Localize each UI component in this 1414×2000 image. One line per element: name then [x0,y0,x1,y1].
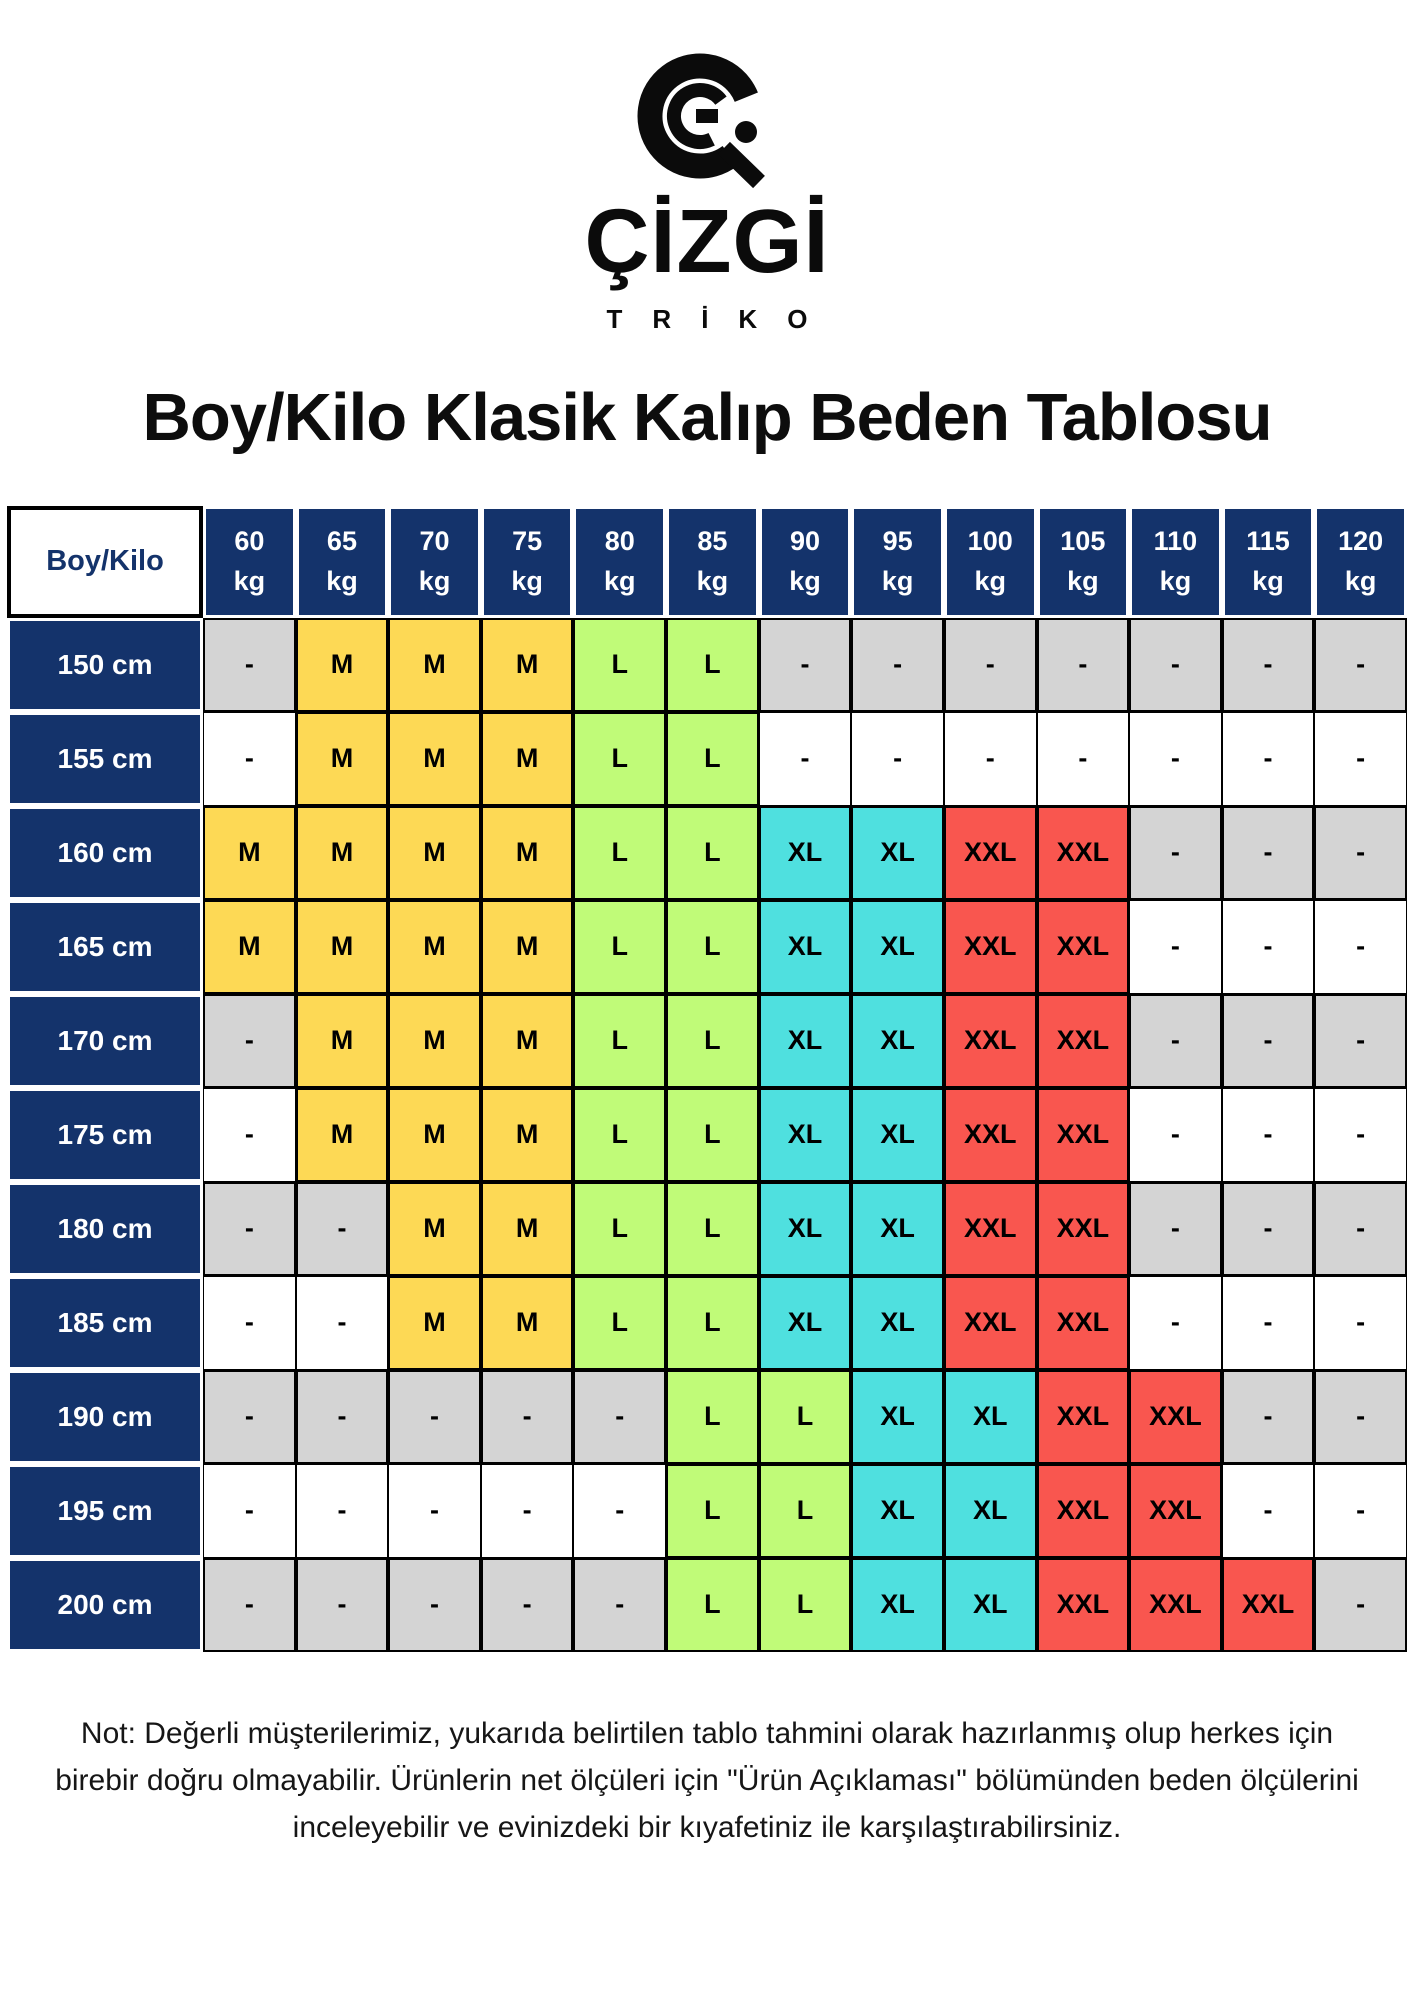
size-cell-empty: - [1129,1182,1222,1276]
size-cell: XL [851,1464,944,1558]
size-cell: L [573,1276,666,1370]
size-cell-empty: - [1222,1276,1315,1370]
size-cell: M [296,712,389,806]
size-cell-empty: - [203,618,296,712]
size-cell: XXL [1037,1276,1130,1370]
size-cell: L [573,900,666,994]
size-cell-empty: - [1314,1182,1407,1276]
table-row-200cm [7,1558,1407,1652]
size-cell: M [481,900,574,994]
size-cell-empty: - [203,1276,296,1370]
height-label: 195 cm [7,1464,203,1558]
table-row-180cm [7,1182,1407,1276]
size-cell-empty: - [203,1370,296,1464]
height-label: 185 cm [7,1276,203,1370]
size-cell: M [481,994,574,1088]
size-cell-empty: - [1037,712,1130,806]
size-cell: L [666,618,759,712]
size-cell: XL [944,1558,1037,1652]
size-cell: M [481,806,574,900]
size-cell: M [296,900,389,994]
size-cell: XL [851,900,944,994]
table-row-195cm [7,1464,1407,1558]
size-cell-empty: - [1129,806,1222,900]
size-cell: XXL [1037,1370,1130,1464]
size-cell-empty: - [296,1276,389,1370]
size-cell: M [481,1182,574,1276]
size-cell: XL [944,1464,1037,1558]
size-cell: M [481,1276,574,1370]
size-cell-empty: - [759,618,852,712]
size-cell: XL [759,900,852,994]
size-cell-empty: - [296,1370,389,1464]
table-row-175cm [7,1088,1407,1182]
size-cell-empty: - [203,1558,296,1652]
size-cell-empty: - [1314,1558,1407,1652]
height-label: 200 cm [7,1558,203,1652]
size-cell-empty: - [573,1464,666,1558]
size-cell-empty: - [1222,712,1315,806]
size-cell-empty: - [388,1558,481,1652]
size-cell: L [666,1464,759,1558]
size-cell: L [666,1088,759,1182]
table-row-165cm [7,900,1407,994]
table-row-155cm [7,712,1407,806]
table-row-150cm [7,618,1407,712]
table-row-185cm [7,1276,1407,1370]
size-cell: L [759,1464,852,1558]
size-cell-empty: - [1222,1464,1315,1558]
size-cell: XXL [944,900,1037,994]
size-cell-empty: - [1129,712,1222,806]
size-cell-empty: - [1314,1276,1407,1370]
size-cell: M [388,1182,481,1276]
size-cell: XXL [944,994,1037,1088]
size-cell: XL [851,1088,944,1182]
size-cell: XXL [1037,1558,1130,1652]
size-cell-empty: - [1314,712,1407,806]
size-cell: M [388,1088,481,1182]
size-cell-empty: - [1314,1464,1407,1558]
size-cell: M [388,618,481,712]
size-cell: L [573,1182,666,1276]
size-cell-empty: - [944,618,1037,712]
size-cell: M [481,618,574,712]
size-cell: XL [759,806,852,900]
size-cell: XXL [1037,1088,1130,1182]
size-cell-empty: - [1037,618,1130,712]
size-cell: M [203,806,296,900]
size-cell: L [573,712,666,806]
size-cell-empty: - [1222,1370,1315,1464]
size-cell-empty: - [1222,806,1315,900]
size-cell-empty: - [1314,618,1407,712]
size-cell-empty: - [1222,1182,1315,1276]
size-cell: XXL [1222,1558,1315,1652]
size-cell: XXL [1037,806,1130,900]
size-cell: M [388,900,481,994]
height-label: 155 cm [7,712,203,806]
size-cell: XXL [1037,900,1130,994]
size-cell: XL [759,994,852,1088]
size-cell-empty: - [1222,900,1315,994]
size-cell: XXL [944,1276,1037,1370]
size-cell-empty: - [1314,900,1407,994]
size-cell: M [296,1088,389,1182]
size-cell: L [759,1370,852,1464]
size-cell: L [666,1182,759,1276]
weight-header-120kg: 120 kg [1314,506,1407,618]
size-cell: XXL [944,806,1037,900]
size-cell-empty: - [1129,618,1222,712]
size-table [7,506,1407,1652]
size-cell-empty: - [296,1558,389,1652]
height-label: 180 cm [7,1182,203,1276]
height-label: 165 cm [7,900,203,994]
size-cell-empty: - [1314,1370,1407,1464]
weight-header-70kg: 70 kg [388,506,481,618]
size-cell-empty: - [1314,994,1407,1088]
size-cell-empty: - [1129,1276,1222,1370]
size-cell: L [666,806,759,900]
weight-header-90kg: 90 kg [759,506,852,618]
size-cell: L [573,806,666,900]
weight-header-105kg: 105 kg [1037,506,1130,618]
table-row-190cm [7,1370,1407,1464]
size-cell-empty: - [1129,994,1222,1088]
size-cell-empty: - [203,1088,296,1182]
size-cell-empty: - [296,1182,389,1276]
size-cell-empty: - [296,1464,389,1558]
weight-header-100kg: 100 kg [944,506,1037,618]
size-cell: XXL [1129,1558,1222,1652]
corner-header-boy-kilo: Boy/Kilo [7,506,203,618]
size-cell: L [573,618,666,712]
weight-header-75kg: 75 kg [481,506,574,618]
size-cell: XXL [944,1088,1037,1182]
size-cell: M [388,712,481,806]
size-cell-empty: - [203,1182,296,1276]
size-cell-empty: - [944,712,1037,806]
size-cell-empty: - [759,712,852,806]
weight-header-80kg: 80 kg [573,506,666,618]
brand-subname: TRİKO [606,303,838,334]
size-cell: XL [851,1558,944,1652]
size-cell: M [481,1088,574,1182]
size-cell-empty: - [481,1558,574,1652]
size-cell-empty: - [1129,900,1222,994]
size-cell-empty: - [1314,806,1407,900]
height-label: 170 cm [7,994,203,1088]
size-cell-empty: - [851,712,944,806]
size-cell: XXL [1037,994,1130,1088]
size-cell: XXL [1129,1464,1222,1558]
size-cell: XL [851,806,944,900]
disclaimer-note: Not: Değerli müşterilerimiz, yukarıda belirtilen tablo tahmini olarak hazırlanmış olup herkes için birebir doğru olmayabilir. Ürünlerin net ölçüleri için "Ürün Açıklaması" bölümünden beden ölçülerini inceleyebilir ve evinizdeki bir kıyafetiniz ile karşılaştırabilirsiniz. [55,1716,1359,1845]
size-cell: M [296,994,389,1088]
size-cell-empty: - [851,618,944,712]
size-cell-empty: - [203,994,296,1088]
size-cell: XL [851,1276,944,1370]
height-label: 190 cm [7,1370,203,1464]
brand-name: ÇİZGİ [584,192,830,292]
size-table-body [7,618,1407,1652]
size-cell-empty: - [1129,1088,1222,1182]
page-title: Boy/Kilo Klasik Kalıp Beden Tablosu [142,379,1272,455]
size-cell-empty: - [203,1464,296,1558]
size-cell: L [666,1558,759,1652]
size-cell: M [481,712,574,806]
size-cell-empty: - [481,1370,574,1464]
size-cell: XL [759,1088,852,1182]
size-cell: XXL [1129,1370,1222,1464]
height-label: 175 cm [7,1088,203,1182]
table-row-170cm [7,994,1407,1088]
size-cell: L [666,712,759,806]
weight-header-85kg: 85 kg [666,506,759,618]
size-cell: L [666,994,759,1088]
size-cell: XXL [1037,1182,1130,1276]
size-cell: L [759,1558,852,1652]
size-cell: M [203,900,296,994]
size-cell: XL [759,1276,852,1370]
size-cell-empty: - [1222,994,1315,1088]
size-cell: M [296,618,389,712]
cizgi-logo-icon [622,46,792,196]
size-cell-empty: - [1314,1088,1407,1182]
weight-header-95kg: 95 kg [851,506,944,618]
weight-header-115kg: 115 kg [1222,506,1315,618]
size-cell: XL [851,1370,944,1464]
size-cell: XL [851,1182,944,1276]
size-cell: L [573,994,666,1088]
size-cell: M [388,994,481,1088]
weight-header-110kg: 110 kg [1129,506,1222,618]
size-cell-empty: - [573,1558,666,1652]
weight-header-60kg: 60 kg [203,506,296,618]
size-cell-empty: - [481,1464,574,1558]
brand-logo [0,0,1414,335]
table-row-160cm [7,806,1407,900]
size-cell: M [296,806,389,900]
weight-header-65kg: 65 kg [296,506,389,618]
height-label: 150 cm [7,618,203,712]
size-cell: XXL [944,1182,1037,1276]
size-cell: L [666,1276,759,1370]
header-row [7,506,1407,618]
size-cell: M [388,806,481,900]
size-cell: L [666,900,759,994]
size-cell: XL [759,1182,852,1276]
size-cell-empty: - [1222,1088,1315,1182]
size-cell-empty: - [203,712,296,806]
size-table-header [7,506,1407,618]
height-label: 160 cm [7,806,203,900]
size-cell: M [388,1276,481,1370]
size-cell: XL [851,994,944,1088]
size-cell-empty: - [388,1370,481,1464]
size-cell-empty: - [573,1370,666,1464]
size-cell: XXL [1037,1464,1130,1558]
size-cell-empty: - [1222,618,1315,712]
size-cell: L [666,1370,759,1464]
size-cell: XL [944,1370,1037,1464]
size-cell: L [573,1088,666,1182]
size-cell-empty: - [388,1464,481,1558]
